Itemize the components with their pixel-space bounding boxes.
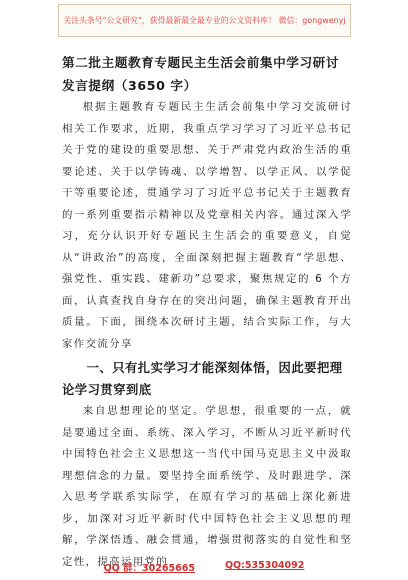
document-body bbox=[62, 51, 352, 573]
header-banner bbox=[58, 4, 351, 37]
intro-paragraph: 根据主题教育专题民主生活会前集中学习交流研讨相关工作要求，近期，我重点学习学习了习近平总书记关于党的建设的重要思想、关于严肃党内政治生活的重要论述、关于以学铸魂、以学增智、以学正风、以学促干等重要论述，贯通学习了习近平总书记关于主题教育的一系列重要指示精神以及党章相关内容。通过深入学习，充分认识开好专题民主生活会的重要意义，自觉从“讲政治”的高度，全面深刻把握主题教育“学思想、强党性、重实践、建新功”总要求，聚焦规定的 6 个方面，认真查找自身存在的突出问题，确保主题教育开出质量。下面，围绕本次研讨主题，结合实际工作，与大家作交流分享 bbox=[62, 101, 352, 350]
qq-link[interactable]: QQ:535304092 bbox=[224, 560, 305, 571]
title-text: 第二批主题教育专题民主生活会前集中学习研讨发言提纲 bbox=[62, 55, 340, 93]
qq-group-link[interactable]: QQ 群：30265665 bbox=[103, 563, 195, 574]
document-title bbox=[62, 51, 352, 97]
section-heading: 一、只有扎实学习才能深刻体悟，因此要把理论学习贯穿到底 bbox=[62, 361, 343, 397]
word-count: （3650 字） bbox=[114, 78, 197, 93]
footer-contacts bbox=[0, 560, 408, 574]
section-paragraph: 来自思想理论的坚定。学思想，很重要的一点，就是要通过全面、系统、深入学习，不断从习近平新时代中国特色社会主义思想这一当代中国马克思主义中汲取理想信念的力量。要坚持全面系统学、及时跟进学、深入思考学联系实际学，在原有学习的基础上深化新进步，加深对习近平新时代中国特色社会主义思想的理解，学深悟透、融会贯通，增强贯彻落实的自觉性和坚定性，提高运用党的 bbox=[62, 405, 352, 568]
banner-text: 关注头条号"公文研究"，获得最新最全最专业的公文资料库！ 微信：gongwenyj bbox=[63, 16, 346, 25]
